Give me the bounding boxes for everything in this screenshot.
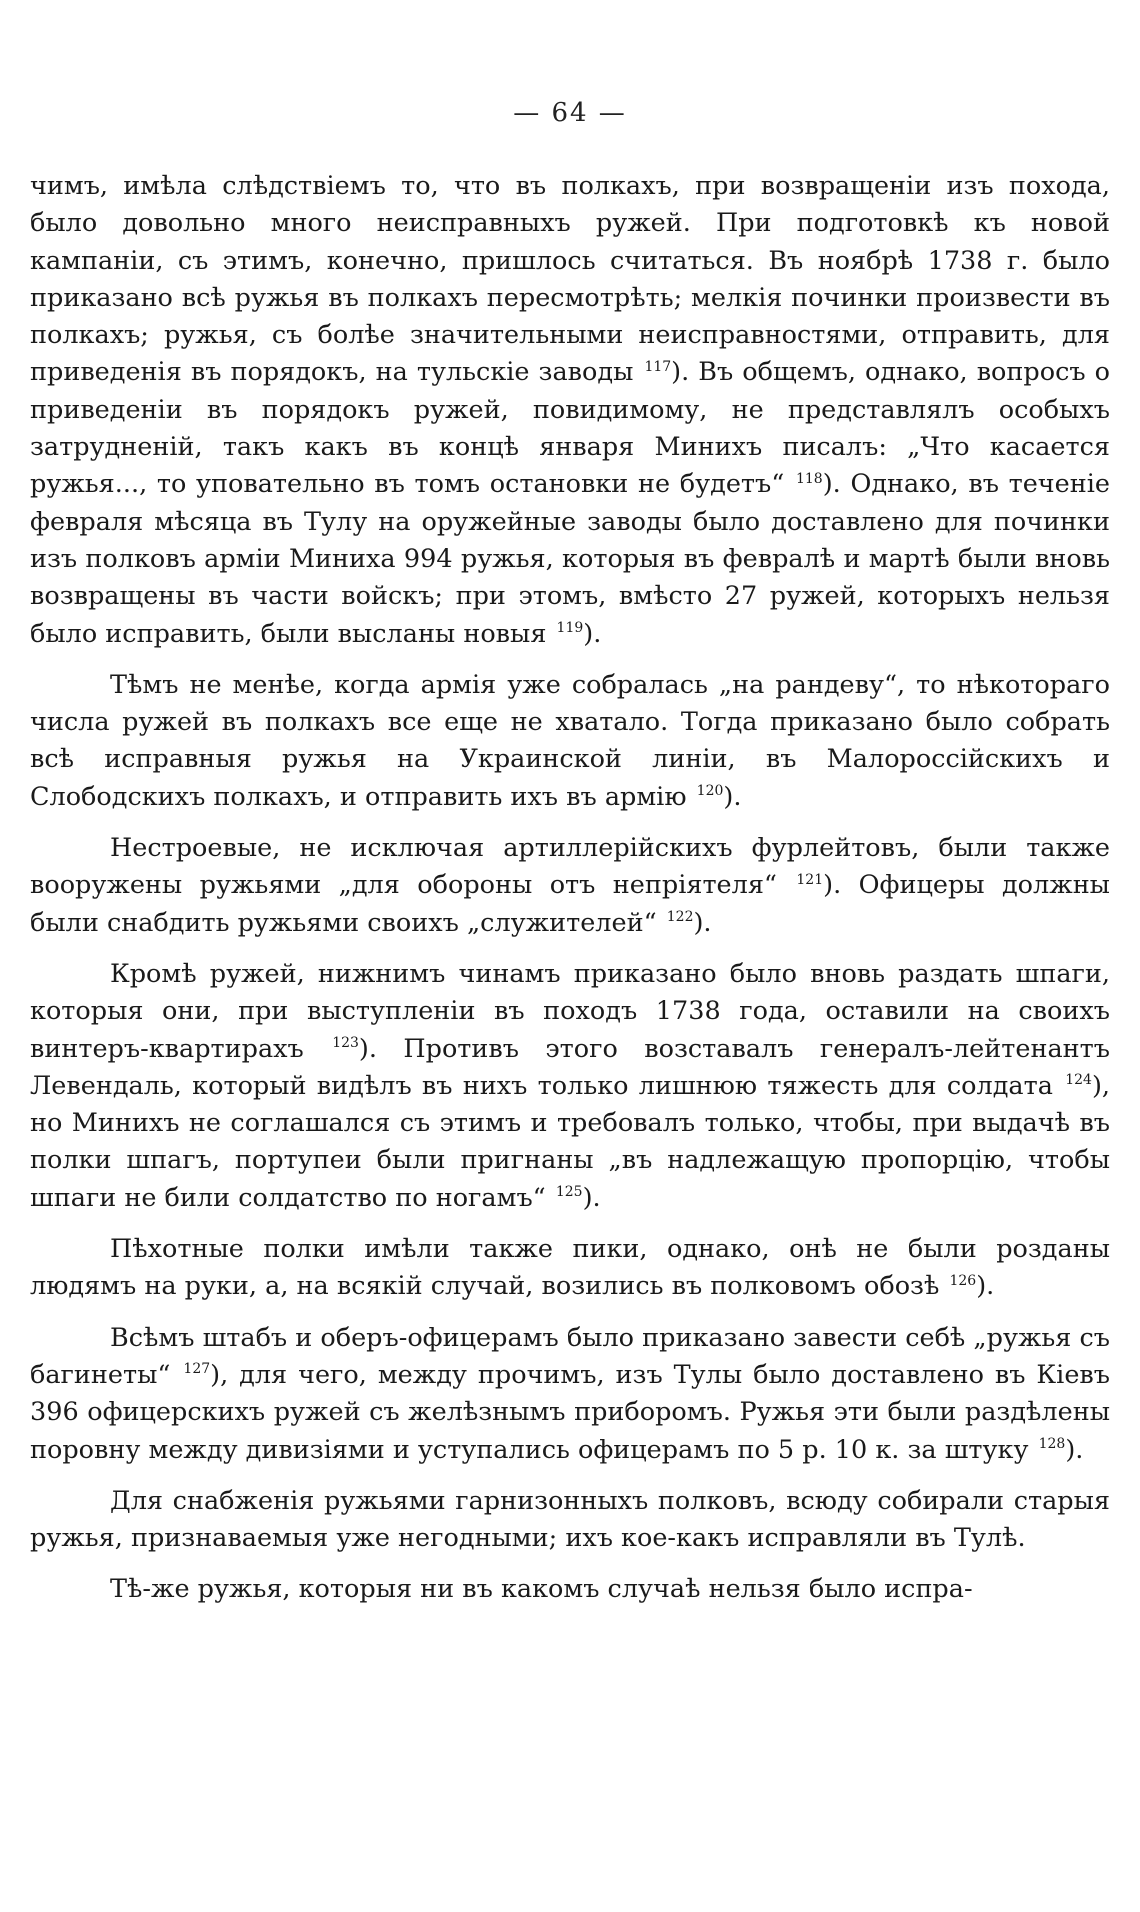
footnote-ref: 127 bbox=[183, 1361, 211, 1378]
text-run: ). bbox=[723, 781, 742, 812]
text-run: ), но Минихъ не соглашался съ этимъ и требовалъ только, чтобы, при выдачѣ въ полки шпагъ, портупеи были пригнаны „въ надлежащую пропорцію, чтобы шпаги не били солдатство по ногамъ“ bbox=[30, 1070, 1110, 1213]
footnote-ref: 128 bbox=[1038, 1436, 1066, 1452]
footnote-ref: 126 bbox=[949, 1272, 977, 1289]
paragraph-p6 bbox=[30, 1320, 1110, 1469]
footnote-ref: 118 bbox=[795, 470, 823, 487]
footnote-ref: 121 bbox=[796, 871, 824, 888]
footnote-ref: 117 bbox=[644, 358, 672, 375]
paragraph-p3 bbox=[30, 830, 1110, 942]
text-run: ). bbox=[1065, 1434, 1084, 1465]
footnote-ref: 119 bbox=[556, 620, 584, 637]
text-run: ). bbox=[582, 1182, 601, 1213]
footnote-ref: 122 bbox=[666, 909, 694, 926]
text-run: Нестроевые, не исключая артиллерійскихъ фурлейтовъ, были также вооружены ружьями „для обороны отъ непріятеля“ bbox=[30, 833, 1110, 901]
text-run: ). Въ общемъ, однако, вопросъ о приведеніи въ порядокъ ружей, повидимому, не представлялъ особыхъ затрудненій, такъ какъ въ концѣ января Минихъ писалъ: „Что касается ружья..., то уповательно въ томъ остановки не будетъ“ bbox=[30, 357, 1110, 500]
text-run: Для снабженія ружьями гарнизонныхъ полковъ, всюду собирали старыя ружья, признаваемыя уже негодными; ихъ кое-какъ исправляли въ Тулѣ. bbox=[30, 1485, 1110, 1554]
footnote-ref: 124 bbox=[1065, 1072, 1092, 1089]
paragraph-p7 bbox=[30, 1483, 1110, 1558]
paragraph-p1 bbox=[30, 168, 1110, 653]
paragraph-p8 bbox=[30, 1571, 1110, 1608]
text-run: ). bbox=[693, 907, 712, 938]
paragraph-p5 bbox=[30, 1231, 1110, 1306]
text-run: ). bbox=[583, 618, 602, 649]
text-run: Тѣмъ не менѣе, когда армія уже собралась „на рандеву“, то нѣкотораго числа ружей въ полкахъ все еще не хватало. Тогда приказано было собрать всѣ исправныя ружья на Украинской линіи, въ Малороссійскихъ и Слободскихъ полкахъ, и отправить ихъ въ армію bbox=[30, 669, 1110, 812]
footnote-ref: 123 bbox=[332, 1035, 359, 1052]
text-run: Тѣ-же ружья, которыя ни въ какомъ случаѣ нельзя было испра- bbox=[110, 1574, 973, 1605]
page-number: — 64 — bbox=[513, 98, 627, 128]
text-run: ). Однако, въ теченіе февраля мѣсяца въ Тулу на оружейные заводы было доставлено для починки изъ полковъ арміи Миниха 994 ружья, которыя въ февралѣ и мартѣ были вновь возвращены въ части войскъ; при этомъ, вмѣсто 27 ружей, которыхъ нельзя было исправить, были высланы новыя bbox=[30, 469, 1110, 649]
text-run: ). Офицеры должны были снабдить ружьями своихъ „служителей“ bbox=[30, 870, 1110, 938]
paragraph-p2 bbox=[30, 667, 1110, 816]
text-run: Кромѣ ружей, нижнимъ чинамъ приказано было вновь раздать шпаги, которыя они, при выступленіи въ походъ 1738 года, оставили на своихъ винтеръ-квартирахъ bbox=[30, 958, 1110, 1064]
text-run: ). bbox=[976, 1271, 995, 1302]
text-run: Пѣхотные полки имѣли также пики, однако, онѣ не были розданы людямъ на руки, а, на всякій случай, возились въ полковомъ обозѣ bbox=[30, 1234, 1110, 1302]
text-run: ), для чего, между прочимъ, изъ Тулы было доставлено въ Кіевъ 396 офицерскихъ ружей съ желѣзнымъ приборомъ. Ружья эти были раздѣлены поровну между дивизіями и уступались офицерамъ по 5 р. 10 к. за штуку bbox=[30, 1359, 1110, 1465]
text-run: Всѣмъ штабъ и оберъ-офицерамъ было приказано завести себѣ „ружья съ багинеты“ bbox=[30, 1322, 1110, 1390]
paragraph-p4 bbox=[30, 956, 1110, 1217]
footnote-ref: 125 bbox=[555, 1184, 583, 1201]
text-run: чимъ, имѣла слѣдствіемъ то, что въ полкахъ, при возвращеніи изъ похода, было довольно много неисправныхъ ружей. При подготовкѣ къ новой кампаніи, съ этимъ, конечно, пришлось считаться. Въ ноябрѣ 1738 г. было приказано всѣ ружья въ полкахъ пересмотрѣть; мелкія починки произвести въ полкахъ; ружья, съ болѣе значительными неисправностями, отправить, для приведенія въ порядокъ, на тульскіе заводы bbox=[30, 171, 1110, 388]
text-run: ). Противъ этого возставалъ генералъ-лейтенантъ Левендаль, который видѣлъ въ нихъ только лишнюю тяжесть для солдата bbox=[30, 1033, 1110, 1101]
footnote-ref: 120 bbox=[696, 783, 724, 800]
body-text bbox=[30, 168, 1110, 1609]
